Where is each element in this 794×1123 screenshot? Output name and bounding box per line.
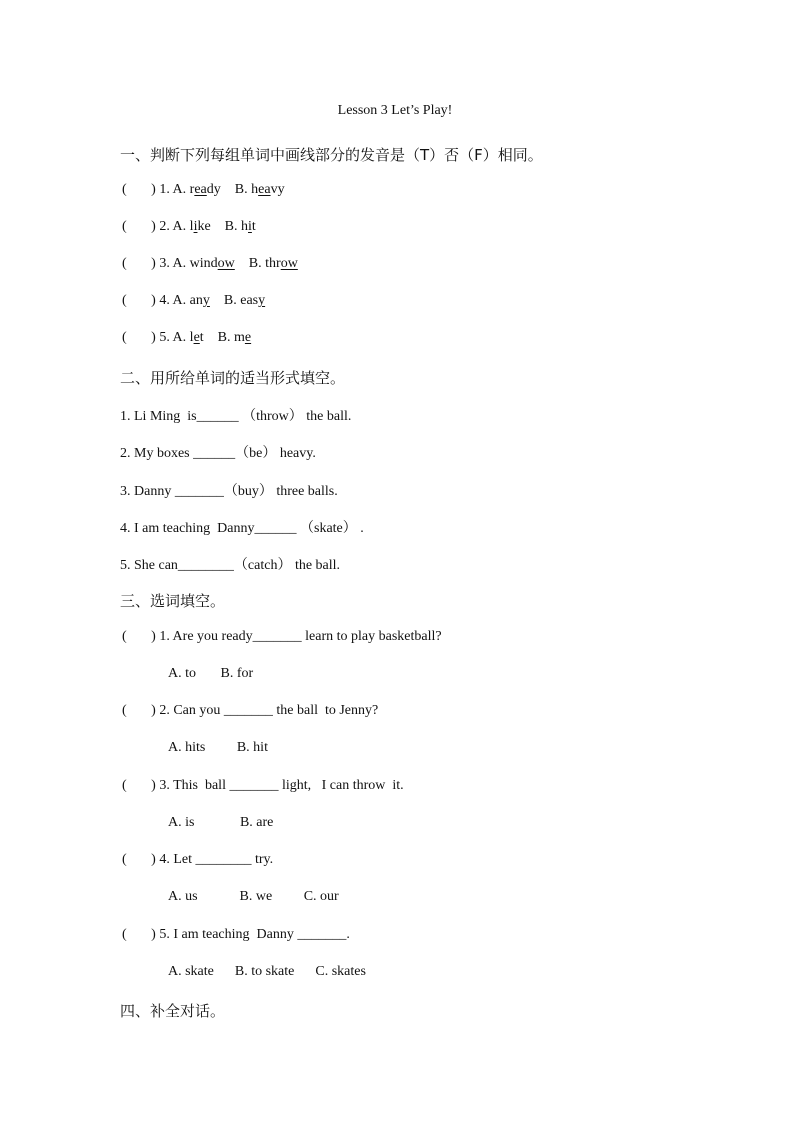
- part3-options-4: A. us B. we C. our: [168, 889, 339, 904]
- part2-item-3: 3. Danny _______（buy） three balls.: [120, 484, 338, 499]
- part3-question-5: ( ) 5. I am teaching Danny _______.: [122, 927, 350, 942]
- part1-item-4: ( ) 4. A. any B. easy: [122, 293, 266, 308]
- section-heading-2: 二、用所给单词的适当形式填空。: [120, 369, 346, 387]
- part1-item-3: ( ) 3. A. window B. throw: [122, 256, 298, 271]
- part2-item-5: 5. She can________（catch） the ball.: [120, 558, 341, 573]
- part3-options-1: A. to B. for: [168, 666, 254, 681]
- part3-question-4: ( ) 4. Let ________ try.: [122, 852, 274, 867]
- part3-options-3: A. is B. are: [168, 815, 274, 830]
- part1-item-5: ( ) 5. A. let B. me: [122, 330, 252, 345]
- part3-options-2: A. hits B. hit: [168, 740, 268, 755]
- part1-item-2: ( ) 2. A. like B. hit: [122, 219, 256, 234]
- section-heading-1: 一、判断下列每组单词中画线部分的发音是（T）否（F）相同。: [120, 146, 543, 164]
- part3-question-1: ( ) 1. Are you ready_______ learn to play basketball?: [122, 629, 442, 644]
- section-heading-3: 三、选词填空。: [120, 592, 226, 610]
- section-heading-4: 四、补全对话。: [120, 1002, 226, 1020]
- part3-question-2: ( ) 2. Can you _______ the ball to Jenny?: [122, 703, 379, 718]
- part2-item-2: 2. My boxes ______（be） heavy.: [120, 446, 316, 461]
- part2-item-1: 1. Li Ming is______ （throw） the ball.: [120, 409, 352, 424]
- part3-question-3: ( ) 3. This ball _______ light, I can throw it.: [122, 778, 404, 793]
- part3-options-5: A. skate B. to skate C. skates: [168, 964, 366, 979]
- page-title: Lesson 3 Let’s Play!: [337, 103, 453, 118]
- part1-item-1: ( ) 1. A. ready B. heavy: [122, 182, 285, 197]
- part2-item-4: 4. I am teaching Danny______ （skate） .: [120, 521, 364, 536]
